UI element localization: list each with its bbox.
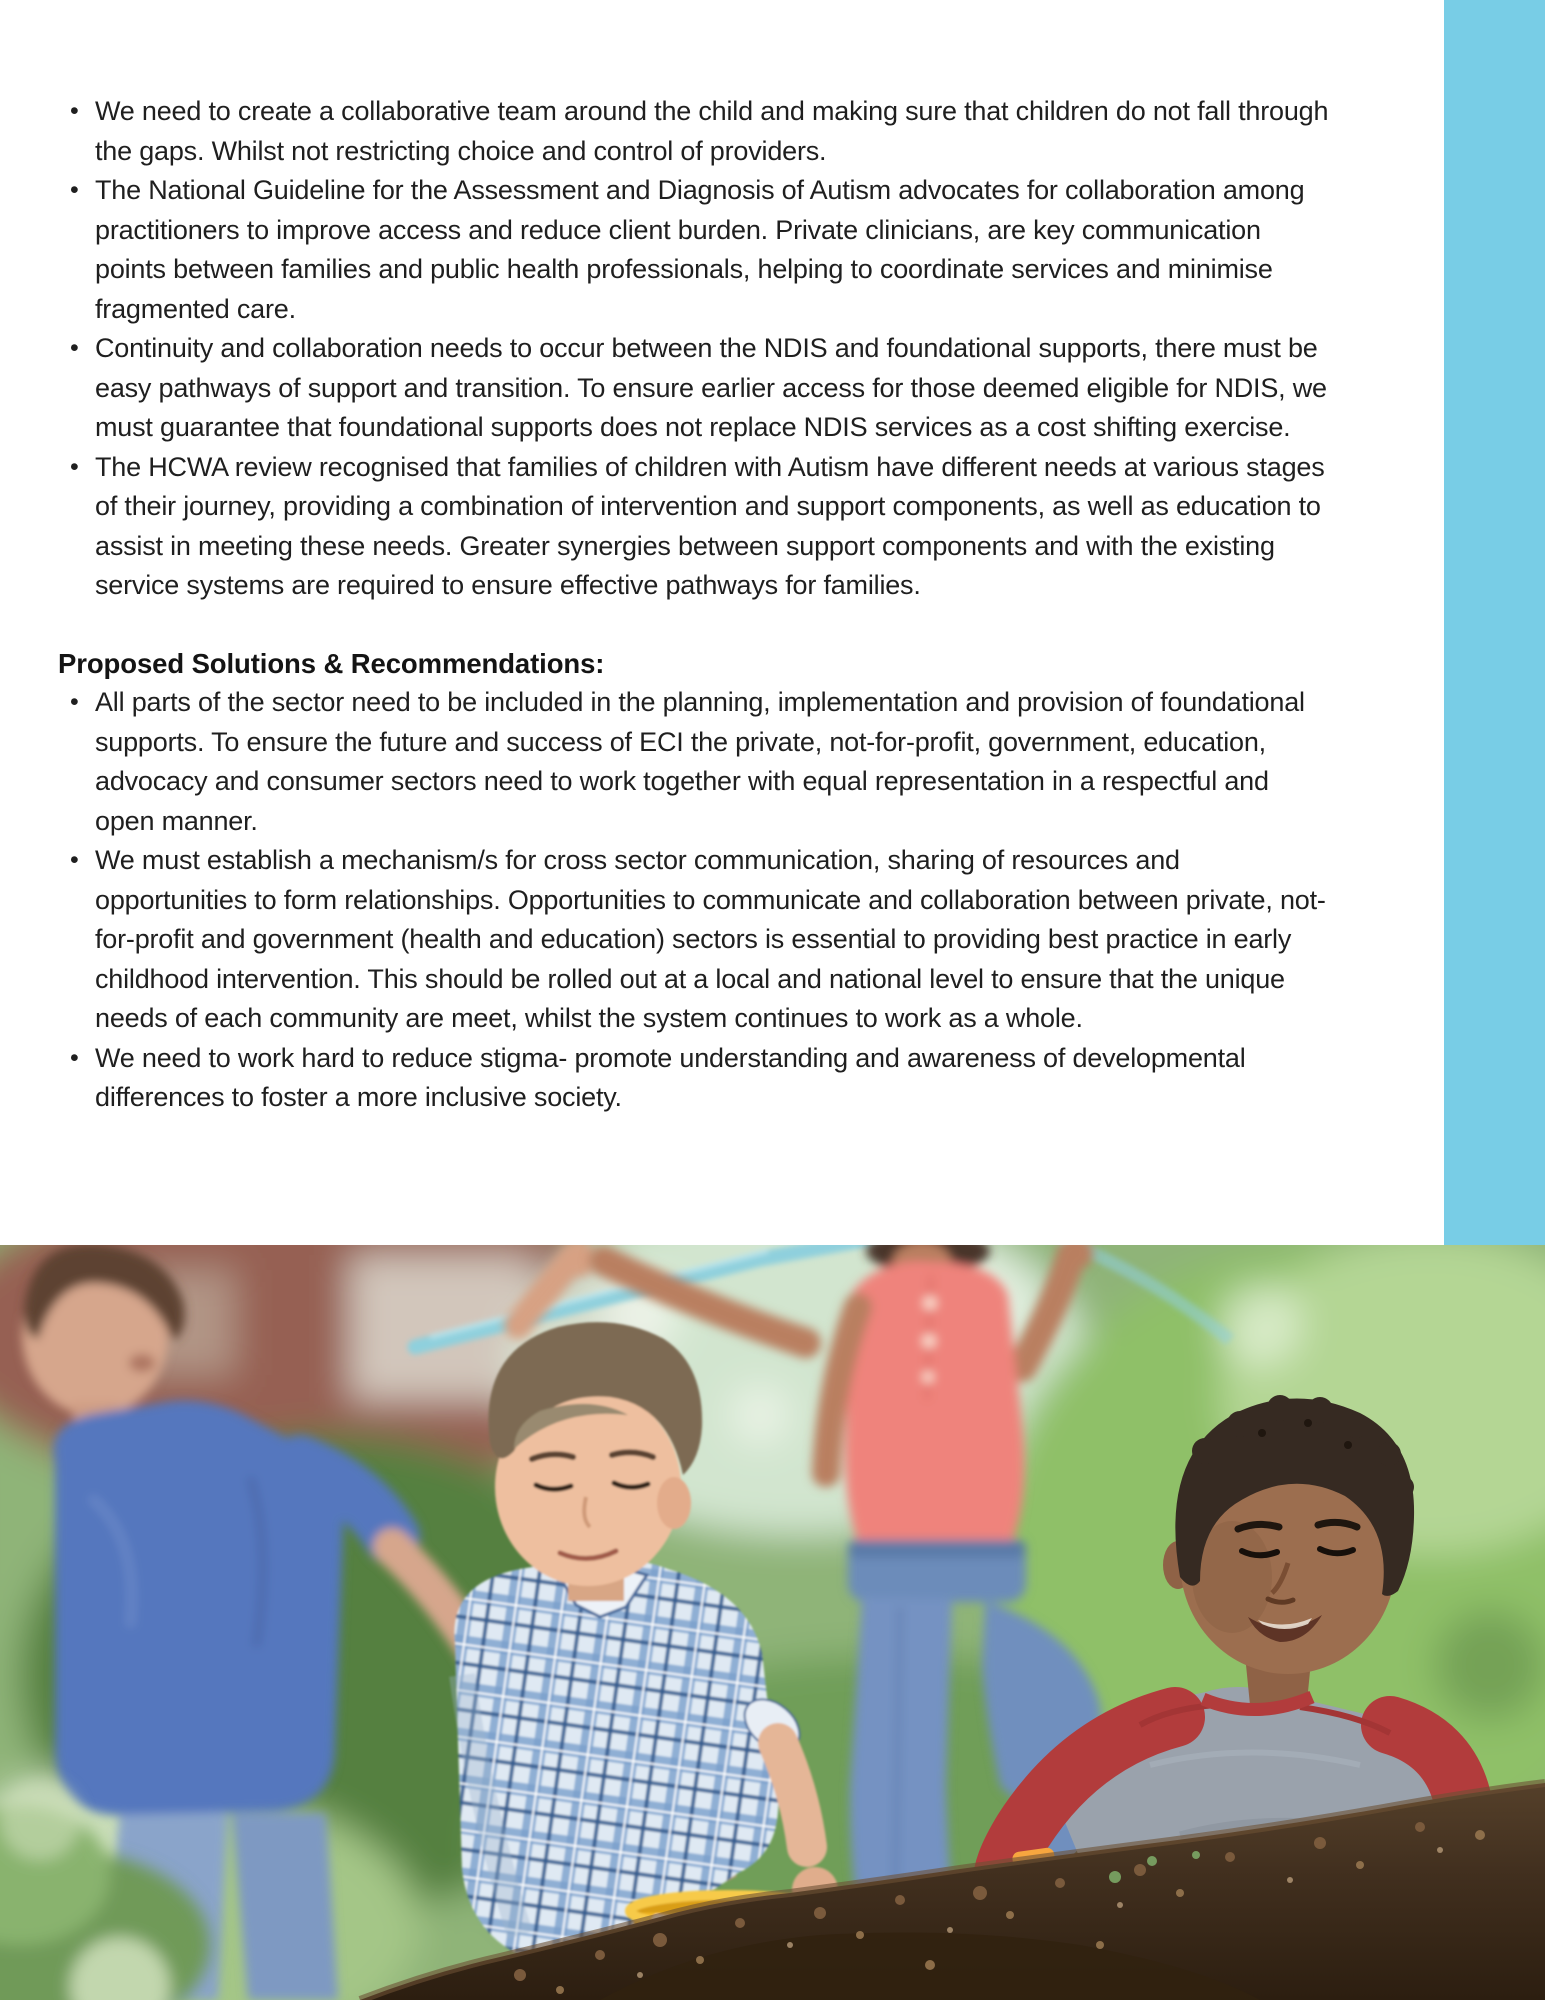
bullet-item: • The National Guideline for the Assessment and Diagnosis of Autism advocates for collaboration among practitioners to improve access and reduce client burden. Private clinicians, are key communication points between families and public health professionals, helping to coordinate services and minimise fragmented care. [58,171,1330,329]
bullet-item: • The HCWA review recognised that families of children with Autism have different needs at various stages of their journey, providing a combination of intervention and support components, as well as education to assist in meeting these needs. Greater synergies between support components and with the existing service systems are required to ensure effective pathways for families. [58,448,1330,606]
bullet-item: • All parts of the sector need to be included in the planning, implementation and provision of foundational supports. To ensure the future and success of ECI the private, not-for-profit, government, education, advocacy and consumer sectors need to work together with equal representation in a respectful and open manner. [58,683,1330,841]
children-playing-photo [0,1245,1545,2000]
bullet-item: • Continuity and collaboration needs to occur between the NDIS and foundational supports, there must be easy pathways of support and transition. To ensure earlier access for those deemed eligible for NDIS, we must guarantee that foundational supports does not replace NDIS services as a cost shifting exercise. [58,329,1330,448]
issues-bullet-list [58,92,1330,606]
right-accent-stripe [1444,0,1545,1245]
solutions-bullet-list [58,683,1330,1118]
document-content [58,92,1330,1118]
bullet-item: • We need to work hard to reduce stigma- promote understanding and awareness of developmental differences to foster a more inclusive society. [58,1039,1330,1118]
section-heading: Proposed Solutions & Recommendations: [58,647,605,679]
bullet-item: • We must establish a mechanism/s for cross sector communication, sharing of resources and opportunities to form relationships. Opportunities to communicate and collaboration between private, not-for-profit and government (health and education) sectors is essential to providing best practice in early childhood intervention. This should be rolled out at a local and national level to ensure that the unique needs of each community are meet, whilst the system continues to work as a whole. [58,841,1330,1039]
bullet-item: • We need to create a collaborative team around the child and making sure that children do not fall through the gaps. Whilst not restricting choice and control of providers. [58,92,1330,171]
